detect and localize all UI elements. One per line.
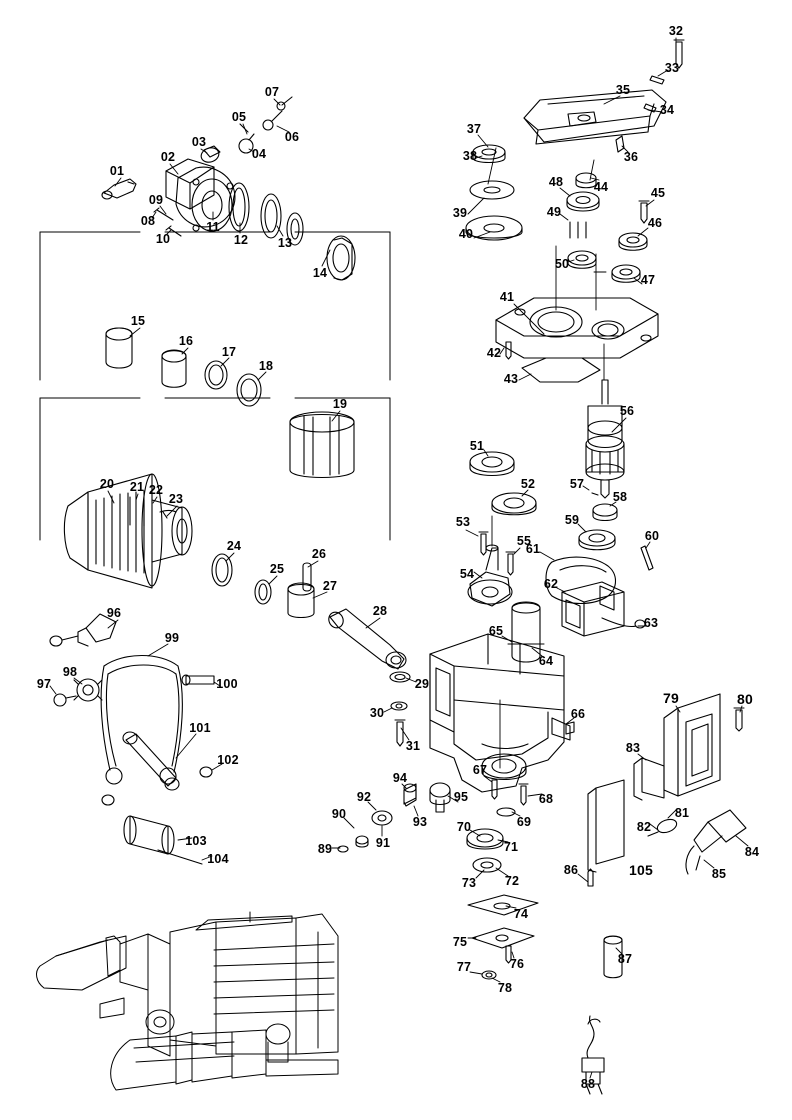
callout-23: 23: [168, 492, 184, 506]
part-51: [470, 452, 514, 476]
callout-44: 44: [593, 180, 609, 194]
part-68: [519, 784, 528, 805]
part-58: [593, 504, 617, 521]
callout-95: 95: [453, 790, 469, 804]
callout-61: 61: [525, 542, 541, 556]
part-41: [496, 298, 658, 358]
part-05: [240, 124, 248, 132]
part-13: [261, 194, 281, 238]
part-56: [586, 380, 624, 498]
callout-21: 21: [129, 480, 145, 494]
callout-75: 75: [452, 935, 468, 949]
callout-16: 16: [178, 334, 194, 348]
callout-50: 50: [554, 257, 570, 271]
callout-86: 86: [563, 863, 579, 877]
part-72-73: [473, 858, 501, 872]
callout-71: 71: [503, 840, 519, 854]
callout-97: 97: [36, 677, 52, 691]
assembled-tool: [37, 912, 338, 1090]
callout-04: 04: [251, 147, 267, 161]
callout-35: 35: [615, 83, 631, 97]
callout-36: 36: [623, 150, 639, 164]
callout-102: 102: [217, 753, 239, 767]
callout-69: 69: [516, 815, 532, 829]
callout-18: 18: [258, 359, 274, 373]
part-39: [470, 181, 514, 199]
part-103: [124, 816, 174, 854]
part-104: [158, 850, 202, 864]
callout-26: 26: [311, 547, 327, 561]
callout-101: 101: [189, 721, 211, 735]
part-77-78: [482, 971, 496, 979]
part-90-91: [356, 836, 368, 847]
callout-73: 73: [461, 876, 477, 890]
callout-28: 28: [372, 604, 388, 618]
part-28: [326, 609, 406, 669]
callout-43: 43: [503, 372, 519, 386]
part-14b: [327, 236, 355, 280]
callout-32: 32: [668, 24, 684, 38]
callout-63: 63: [643, 616, 659, 630]
callout-90: 90: [331, 807, 347, 821]
part-02: [166, 159, 214, 209]
callout-11: 11: [206, 220, 220, 234]
part-53: [479, 532, 488, 555]
callout-31: 31: [405, 739, 421, 753]
callout-66: 66: [570, 707, 586, 721]
part-43: [522, 358, 600, 382]
part-62: [562, 582, 624, 636]
callout-39: 39: [452, 206, 468, 220]
callout-34: 34: [659, 103, 675, 117]
callout-07: 07: [264, 85, 280, 99]
callout-92: 92: [356, 790, 372, 804]
part-89: [338, 846, 348, 852]
part-35: [524, 90, 666, 144]
part-75: [472, 928, 534, 948]
part-100: [182, 675, 214, 685]
part-99: [101, 656, 182, 785]
part-101: [123, 732, 179, 790]
callout-05: 05: [231, 110, 247, 124]
callout-96: 96: [106, 606, 122, 620]
callout-51: 51: [469, 439, 485, 453]
callout-89: 89: [317, 842, 333, 856]
callout-104: 104: [207, 852, 229, 866]
part-29: [390, 672, 410, 682]
part-07: [277, 97, 292, 110]
part-46: [619, 233, 647, 250]
callout-103: 103: [185, 834, 207, 848]
part-16: [162, 350, 186, 387]
part-37-38: [473, 145, 505, 163]
callout-85: 85: [711, 867, 727, 881]
callout-60: 60: [644, 529, 660, 543]
callout-06: 06: [284, 130, 300, 144]
group-bracket-lower: [40, 398, 390, 540]
callout-27: 27: [322, 579, 338, 593]
callout-84: 84: [744, 845, 760, 859]
callout-87: 87: [617, 952, 633, 966]
callout-55: 55: [516, 534, 532, 548]
part-92: [372, 811, 392, 825]
part-95: [430, 783, 450, 812]
part-50: [568, 251, 596, 268]
callout-47: 47: [640, 273, 656, 287]
callout-54: 54: [459, 567, 475, 581]
callout-59: 59: [564, 513, 580, 527]
callout-70: 70: [456, 820, 472, 834]
part-01: [102, 179, 136, 199]
callout-105: 105: [629, 862, 653, 878]
part-59: [579, 530, 615, 550]
callout-13: 13: [277, 236, 293, 250]
part-84-85: [686, 810, 746, 874]
callout-98: 98: [62, 665, 78, 679]
part-27: [288, 583, 314, 618]
callout-29: 29: [414, 677, 430, 691]
part-40: [466, 216, 522, 240]
part-19: [290, 412, 354, 478]
part-105: [588, 780, 624, 872]
callout-42: 42: [486, 346, 502, 360]
callout-30: 30: [369, 706, 385, 720]
callout-14: 14: [312, 266, 328, 280]
part-18: [237, 374, 261, 406]
part-80: [734, 708, 744, 731]
part-26: [303, 563, 311, 591]
callout-93: 93: [412, 815, 428, 829]
callout-88: 88: [580, 1077, 596, 1091]
callout-58: 58: [612, 490, 628, 504]
part-70-71: [467, 829, 503, 849]
callout-62: 62: [543, 577, 559, 591]
callout-94: 94: [392, 771, 408, 785]
callout-17: 17: [221, 345, 237, 359]
part-33: [650, 76, 664, 84]
part-86: [588, 869, 593, 886]
callout-57: 57: [569, 477, 585, 491]
part-24: [212, 554, 232, 586]
callout-22: 22: [148, 483, 164, 497]
callout-72: 72: [504, 874, 520, 888]
callout-100: 100: [216, 677, 238, 691]
part-83: [634, 758, 664, 800]
callout-33: 33: [664, 61, 680, 75]
callout-52: 52: [520, 477, 536, 491]
part-102: [102, 767, 212, 805]
callout-68: 68: [538, 792, 554, 806]
callout-53: 53: [455, 515, 471, 529]
part-17: [205, 361, 227, 389]
part-49: [570, 222, 586, 238]
callout-65: 65: [488, 624, 504, 638]
callout-24: 24: [226, 539, 242, 553]
part-15: [106, 328, 132, 368]
callout-45: 45: [650, 186, 666, 200]
callout-20: 20: [99, 477, 115, 491]
callout-77: 77: [456, 960, 472, 974]
part-97-98: [54, 679, 102, 706]
callout-40: 40: [458, 227, 474, 241]
callout-64: 64: [538, 654, 554, 668]
callout-74: 74: [513, 907, 529, 921]
callout-09: 09: [148, 193, 164, 207]
callout-91: 91: [375, 836, 391, 850]
callout-48: 48: [548, 175, 564, 189]
callout-49: 49: [546, 205, 562, 219]
callout-03: 03: [191, 135, 207, 149]
part-36: [616, 136, 624, 152]
part-55: [506, 552, 515, 575]
callout-99: 99: [164, 631, 180, 645]
callout-37: 37: [466, 122, 482, 136]
callout-67: 67: [472, 763, 488, 777]
callout-41: 41: [499, 290, 515, 304]
callout-56: 56: [619, 404, 635, 418]
part-79: [664, 694, 720, 796]
callout-19: 19: [332, 397, 348, 411]
callout-79: 79: [663, 690, 679, 706]
part-60: [641, 546, 653, 570]
part-48: [567, 192, 599, 211]
callout-78: 78: [497, 981, 513, 995]
callout-10: 10: [155, 232, 171, 246]
callout-12: 12: [233, 233, 249, 247]
group-bracket-upper: [40, 232, 390, 380]
part-31: [395, 720, 405, 746]
callout-81: 81: [674, 806, 690, 820]
callout-01: 01: [109, 164, 125, 178]
callout-38: 38: [462, 149, 478, 163]
callout-15: 15: [130, 314, 146, 328]
callout-83: 83: [625, 741, 641, 755]
callout-82: 82: [636, 820, 652, 834]
part-54: [468, 545, 512, 606]
part-30: [391, 702, 407, 710]
callout-76: 76: [509, 957, 525, 971]
callout-02: 02: [160, 150, 176, 164]
part-57: [592, 493, 598, 495]
callout-80: 80: [737, 691, 753, 707]
part-52: [492, 493, 536, 515]
part-25: [255, 580, 271, 604]
callout-08: 08: [140, 214, 156, 228]
callout-46: 46: [647, 216, 663, 230]
callout-25: 25: [269, 562, 285, 576]
